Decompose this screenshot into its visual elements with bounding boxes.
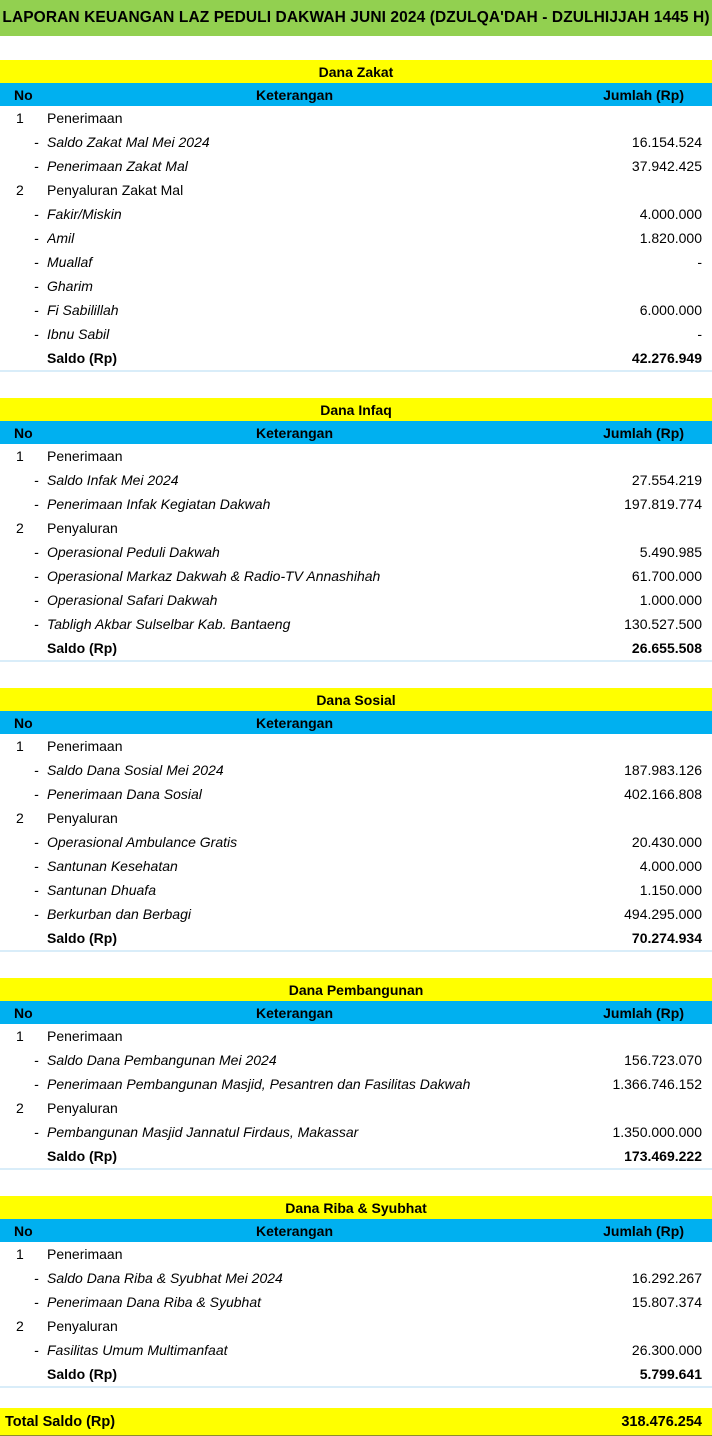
table-row [0,1024,712,1048]
row-label: Penerimaan [47,1028,123,1044]
table-row [0,588,712,612]
row-label: Fi Sabilillah [47,302,119,318]
row-dash: - [34,834,39,850]
table-row [0,830,712,854]
table-row [0,734,712,758]
table-row [0,1048,712,1072]
column-header-jumlah: Jumlah (Rp) [603,1004,684,1021]
row-dash: - [34,278,39,294]
row-dash: - [34,592,39,608]
row-value: 42.276.949 [631,350,702,366]
column-header-no: No [14,424,33,441]
row-label: Berkurban dan Berbagi [47,906,191,922]
row-value: 4.000.000 [639,206,702,222]
row-label: Saldo Dana Pembangunan Mei 2024 [47,1052,277,1068]
row-value: 1.150.000 [639,882,702,898]
row-label: Operasional Markaz Dakwah & Radio-TV Annashihah [47,568,381,584]
row-label: Operasional Safari Dakwah [47,592,218,608]
table-row [0,806,712,830]
row-label: Operasional Ambulance Gratis [47,834,238,850]
row-label: Saldo Zakat Mal Mei 2024 [47,134,210,150]
row-value: 197.819.774 [624,496,702,512]
column-header-keterangan: Keterangan [255,1004,334,1021]
row-label: Pembangunan Masjid Jannatul Firdaus, Makassar [47,1124,359,1140]
row-label: Santunan Dhuafa [47,882,156,898]
table-row [0,444,712,468]
table-row [0,274,712,298]
table-row [0,346,712,370]
sections [0,60,712,1388]
row-value: 187.983.126 [624,762,702,778]
row-label: Penerimaan [47,738,123,754]
section-title: Dana Riba & Syubhat [0,1196,712,1219]
row-dash: - [34,882,39,898]
row-dash: - [34,858,39,874]
row-label: Penyaluran [47,520,118,536]
table-row [0,322,712,346]
table-row [0,1338,712,1362]
section-title: Dana Zakat [0,60,712,83]
row-label: Penerimaan Dana Riba & Syubhat [47,1294,262,1310]
table-row [0,540,712,564]
table-row [0,1096,712,1120]
row-label: Saldo Dana Sosial Mei 2024 [47,762,224,778]
table-row [0,154,712,178]
row-label: Penyaluran [47,1100,118,1116]
column-header-keterangan: Keterangan [255,424,334,441]
fund-section [0,1196,712,1388]
row-label: Saldo (Rp) [47,1148,117,1164]
column-header-jumlah: Jumlah (Rp) [603,424,684,441]
table-row [0,298,712,322]
section-title: Dana Pembangunan [0,978,712,1001]
row-dash: - [34,1076,39,1092]
row-value: 6.000.000 [639,302,702,318]
row-label: Operasional Peduli Dakwah [47,544,220,560]
table-row [0,926,712,950]
table-row [0,1314,712,1338]
total-saldo-value: 318.476.254 [621,1413,702,1430]
row-label: Penerimaan [47,1246,123,1262]
table-row [0,130,712,154]
row-number: 2 [16,182,24,198]
row-label: Penerimaan [47,448,123,464]
row-value: 1.820.000 [639,230,702,246]
row-value: 130.527.500 [624,616,702,632]
table-row [0,516,712,540]
row-value: 402.166.808 [624,786,702,802]
row-dash: - [34,206,39,222]
table-header-row [0,421,712,444]
row-value: 70.274.934 [631,930,702,946]
table-row [0,492,712,516]
table-header-row [0,1001,712,1024]
row-label: Saldo (Rp) [47,930,117,946]
row-dash: - [34,544,39,560]
table-row [0,854,712,878]
row-number: 1 [16,448,24,464]
row-value: 156.723.070 [624,1052,702,1068]
section-title: Dana Sosial [0,688,712,711]
row-dash: - [34,302,39,318]
row-label: Penerimaan Dana Sosial [47,786,202,802]
row-label: Gharim [47,278,93,294]
table-row [0,468,712,492]
table-header-row [0,711,712,734]
table-header-row [0,83,712,106]
row-number: 1 [16,110,24,126]
table-row [0,612,712,636]
row-label: Fasilitas Umum Multimanfaat [47,1342,228,1358]
row-value: 5.799.641 [639,1366,702,1382]
column-header-jumlah: Jumlah (Rp) [603,1222,684,1239]
row-value: 15.807.374 [631,1294,702,1310]
row-label: Penerimaan Zakat Mal [47,158,188,174]
row-value: 61.700.000 [631,568,702,584]
table-row [0,1120,712,1144]
row-label: Saldo (Rp) [47,1366,117,1382]
row-value: 1.366.746.152 [612,1076,702,1092]
table-row [0,878,712,902]
column-header-keterangan: Keterangan [255,86,334,103]
table-row [0,226,712,250]
row-number: 1 [16,1246,24,1262]
table-row [0,1144,712,1168]
row-label: Tabligh Akbar Sulselbar Kab. Bantaeng [47,616,291,632]
row-label: Saldo (Rp) [47,350,117,366]
row-label: Santunan Kesehatan [47,858,178,874]
row-label: Saldo Infak Mei 2024 [47,472,179,488]
row-dash: - [34,762,39,778]
row-label: Amil [47,230,75,246]
row-value: 20.430.000 [631,834,702,850]
row-number: 1 [16,738,24,754]
row-value: 1.350.000.000 [612,1124,702,1140]
row-value: 4.000.000 [639,858,702,874]
row-dash: - [34,1342,39,1358]
row-dash: - [34,254,39,270]
row-label: Saldo Dana Riba & Syubhat Mei 2024 [47,1270,283,1286]
row-number: 2 [16,810,24,826]
total-saldo-bar [0,1408,712,1436]
row-dash: - [34,906,39,922]
column-header-keterangan: Keterangan [255,714,334,731]
row-dash: - [34,616,39,632]
row-value: 1.000.000 [639,592,702,608]
row-number: 2 [16,1100,24,1116]
row-dash: - [34,134,39,150]
fund-section [0,688,712,952]
table-row [0,1242,712,1266]
row-label: Fakir/Miskin [47,206,122,222]
row-value: 5.490.985 [639,544,702,560]
row-value: 494.295.000 [624,906,702,922]
row-number: 2 [16,1318,24,1334]
column-header-no: No [14,1004,33,1021]
row-dash: - [34,230,39,246]
row-value: 16.292.267 [631,1270,702,1286]
section-title: Dana Infaq [0,398,712,421]
row-value: 26.655.508 [631,640,702,656]
total-saldo-label: Total Saldo (Rp) [5,1413,116,1430]
column-header-jumlah: Jumlah (Rp) [603,86,684,103]
row-dash: - [34,158,39,174]
row-number: 2 [16,520,24,536]
table-row [0,178,712,202]
column-header-keterangan: Keterangan [255,1222,334,1239]
fund-section [0,978,712,1170]
row-number: 1 [16,1028,24,1044]
column-header-no: No [14,714,33,731]
row-label: Saldo (Rp) [47,640,117,656]
row-dash: - [34,568,39,584]
row-dash: - [34,326,39,342]
row-value: 173.469.222 [624,1148,702,1164]
row-dash: - [34,472,39,488]
table-row [0,1290,712,1314]
table-row [0,902,712,926]
report-title: LAPORAN KEUANGAN LAZ PEDULI DAKWAH JUNI 2024 (DZULQA'DAH - DZULHIJJAH 1445 H) [2,9,710,26]
row-value: 26.300.000 [631,1342,702,1358]
row-value: 16.154.524 [631,134,702,150]
table-row [0,636,712,660]
table-row [0,758,712,782]
row-dash: - [34,1270,39,1286]
row-label: Penyaluran [47,810,118,826]
table-header-row [0,1219,712,1242]
row-label: Ibnu Sabil [47,326,110,342]
row-value: - [697,254,702,270]
report-title-bar [0,0,712,36]
row-value: 37.942.425 [631,158,702,174]
column-header-no: No [14,1222,33,1239]
row-value: - [697,326,702,342]
row-dash: - [34,786,39,802]
column-header-no: No [14,86,33,103]
row-label: Penyaluran Zakat Mal [47,182,184,198]
fund-section [0,60,712,372]
row-dash: - [34,496,39,512]
table-row [0,782,712,806]
row-label: Penyaluran [47,1318,118,1334]
row-dash: - [34,1052,39,1068]
row-value: 27.554.219 [631,472,702,488]
table-row [0,1266,712,1290]
table-row [0,564,712,588]
table-row [0,1362,712,1386]
row-label: Penerimaan Infak Kegiatan Dakwah [47,496,271,512]
row-label: Penerimaan [47,110,123,126]
fund-section [0,398,712,662]
table-row [0,106,712,130]
table-row [0,1072,712,1096]
row-label: Muallaf [47,254,93,270]
row-dash: - [34,1124,39,1140]
table-row [0,202,712,226]
table-row [0,250,712,274]
row-label: Penerimaan Pembangunan Masjid, Pesantren dan Fasilitas Dakwah [47,1076,471,1092]
row-dash: - [34,1294,39,1310]
